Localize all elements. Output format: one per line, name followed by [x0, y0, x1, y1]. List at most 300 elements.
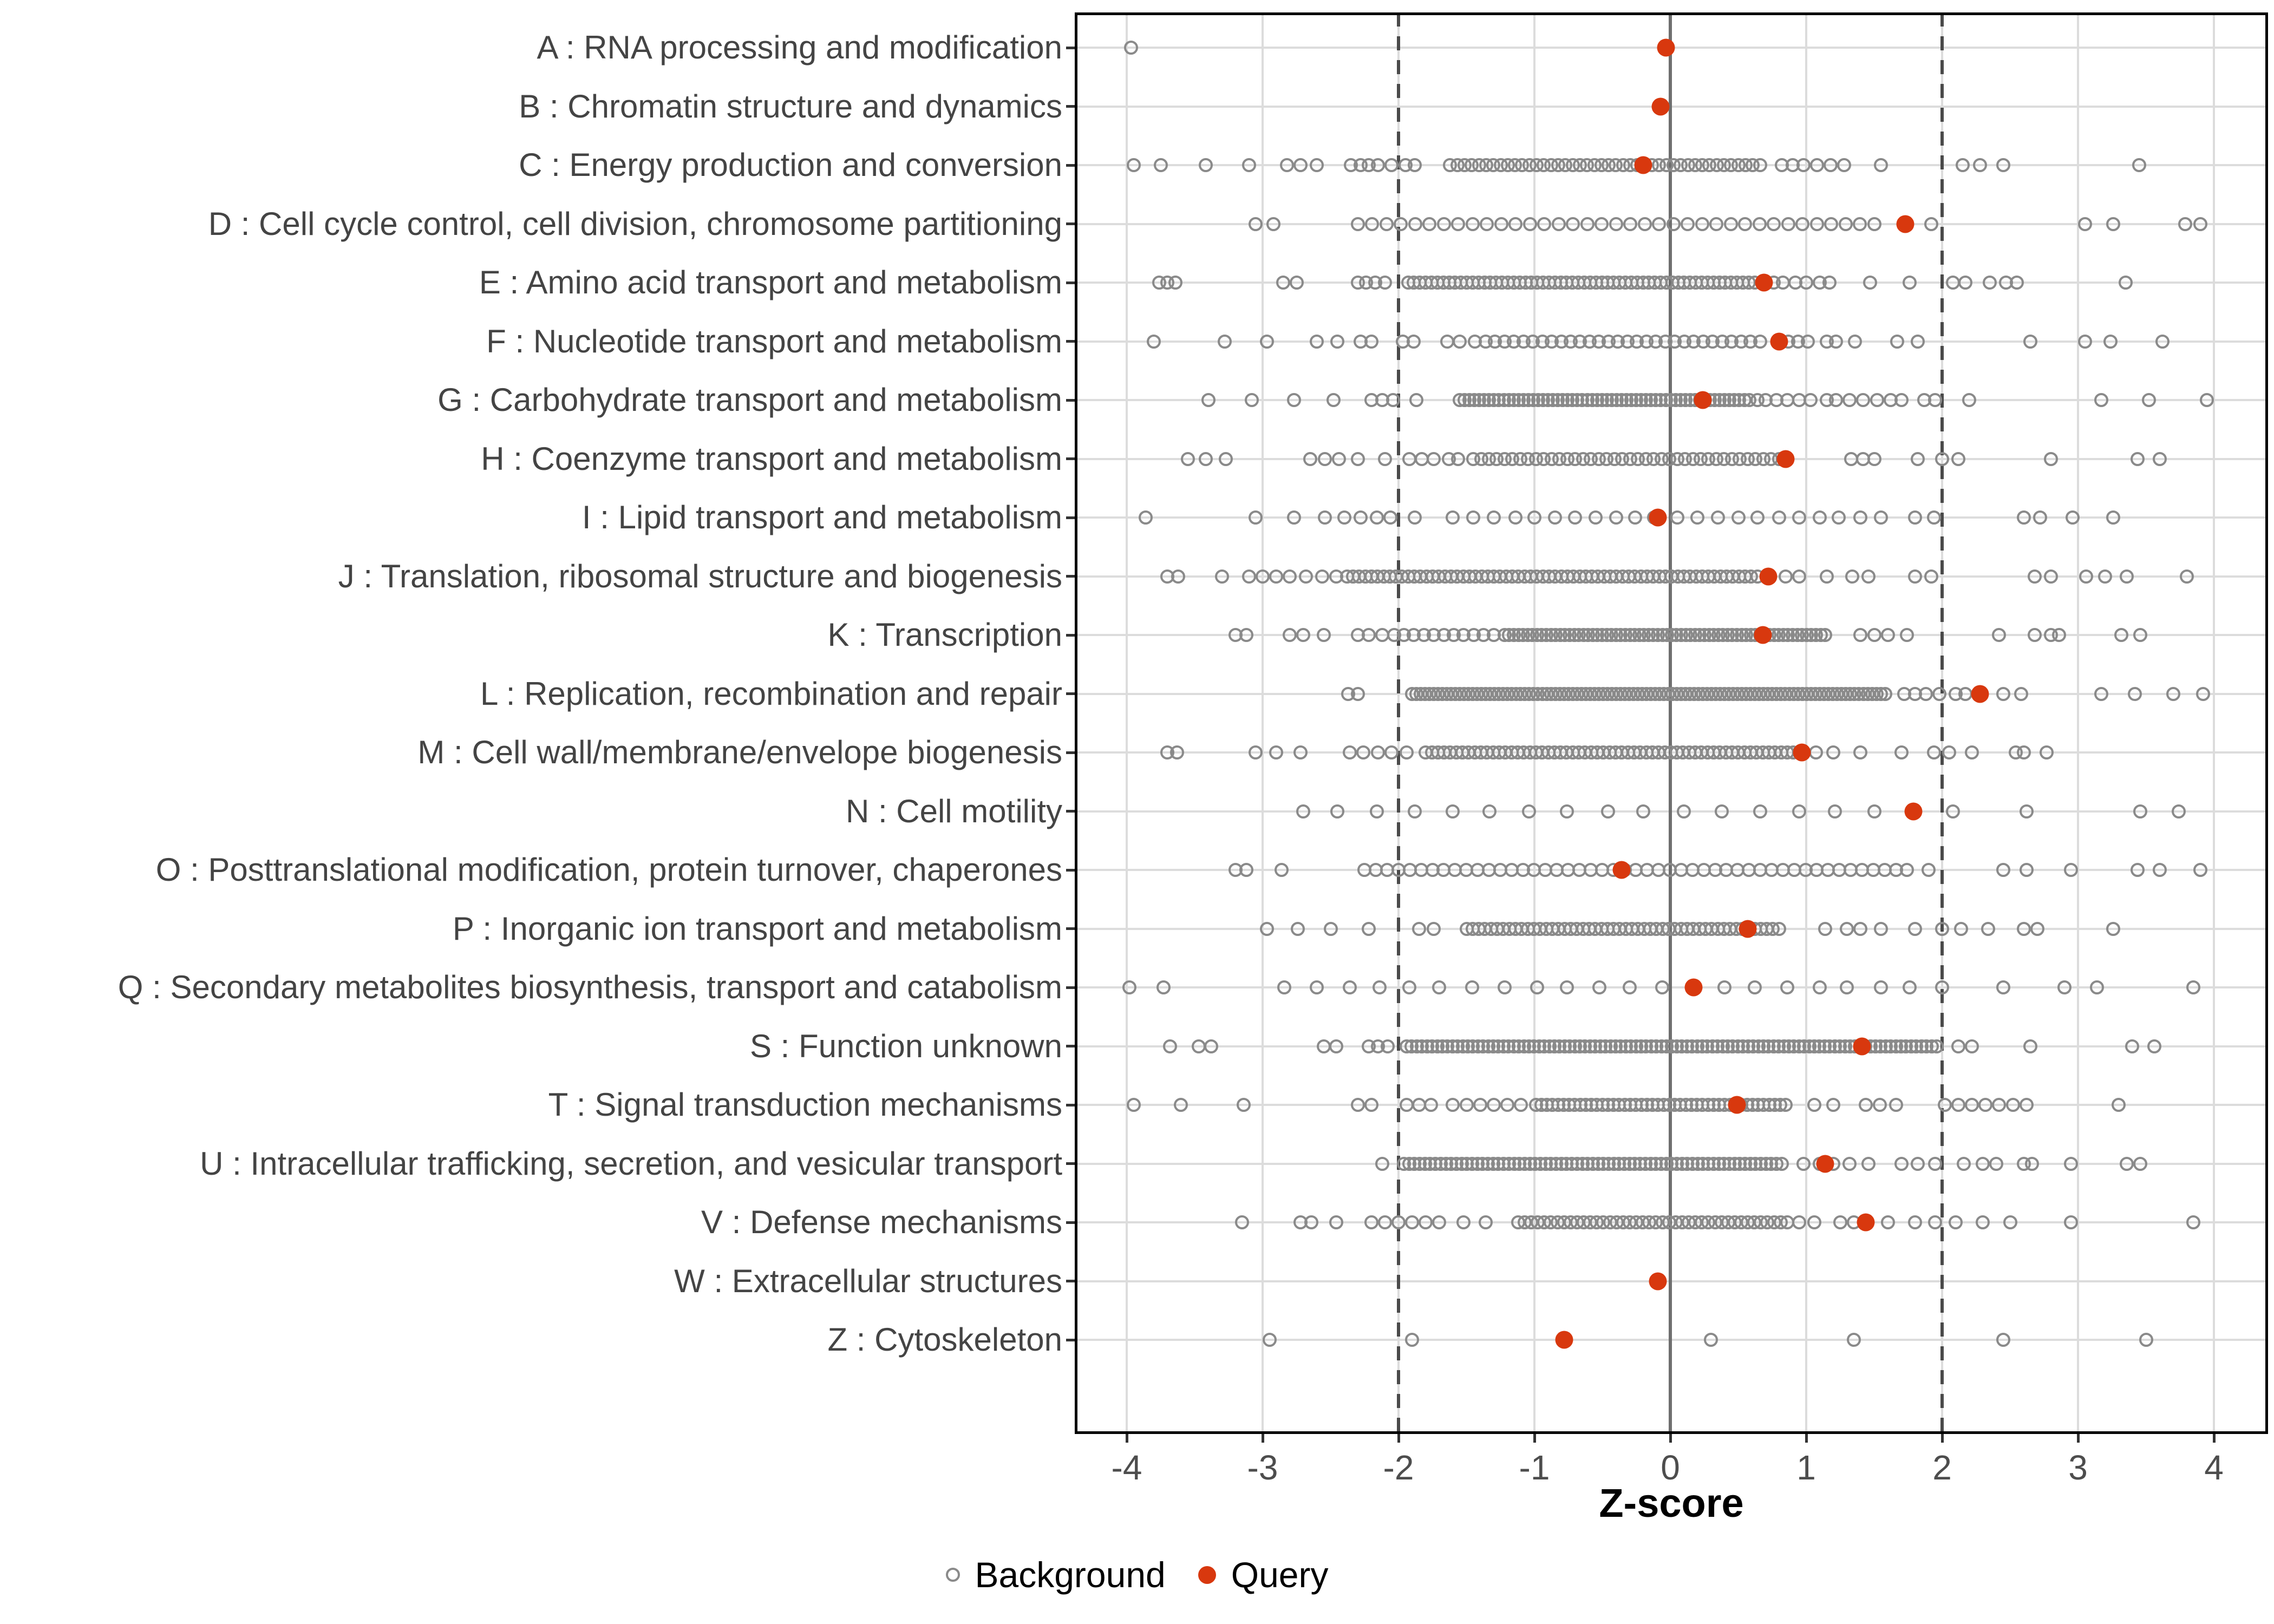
background-point [1878, 687, 1892, 701]
background-point [1956, 158, 1970, 172]
background-point [1911, 1157, 1925, 1171]
y-axis-tick [1066, 340, 1075, 343]
background-point [1996, 863, 2010, 877]
background-point [1863, 276, 1877, 290]
background-point [1343, 745, 1357, 759]
background-point [2094, 393, 2108, 407]
background-point [1870, 393, 1884, 407]
query-point [1905, 802, 1923, 820]
legend-label-query: Query [1231, 1555, 1329, 1595]
category-label: I : Lipid transport and metabolism [581, 499, 1062, 536]
background-point [1638, 217, 1652, 231]
background-point [2119, 276, 2133, 290]
y-axis-tick [1066, 47, 1075, 49]
background-point [1168, 276, 1182, 290]
background-point [1304, 1215, 1318, 1229]
background-point [1560, 804, 1574, 818]
background-point [2112, 1098, 2126, 1112]
category-label: Q : Secondary metabolites biosynthesis, transport and catabolism [117, 969, 1062, 1006]
background-point [1919, 687, 1933, 701]
background-point [1387, 628, 1401, 642]
background-point [1364, 1098, 1378, 1112]
background-point [1908, 569, 1922, 584]
background-point [1867, 452, 1881, 466]
background-point [1828, 804, 1842, 818]
background-point [2044, 569, 2058, 584]
background-point [1408, 217, 1422, 231]
background-point [1451, 452, 1465, 466]
background-point [2033, 510, 2047, 525]
background-point [1156, 980, 1171, 994]
background-point [2131, 452, 2145, 466]
background-point [1992, 1098, 2006, 1112]
background-point [1992, 628, 2006, 642]
x-axis-tick-label: -2 [1383, 1448, 1414, 1487]
background-point [1263, 1333, 1277, 1347]
x-axis-tick-label: 2 [1932, 1448, 1952, 1487]
background-point [1935, 922, 1949, 936]
background-point [1378, 452, 1392, 466]
background-point [2133, 1157, 2147, 1171]
y-axis-tick [1066, 1280, 1075, 1282]
x-axis-tick-label: 1 [1796, 1448, 1816, 1487]
background-point [1609, 217, 1623, 231]
category-label: A : RNA processing and modification [537, 29, 1062, 66]
background-point [2166, 687, 2180, 701]
background-point [2120, 1157, 2134, 1171]
background-point [2078, 335, 2092, 349]
background-point [1724, 217, 1738, 231]
background-point [1922, 863, 1936, 877]
background-legend-marker-icon [946, 1568, 960, 1582]
background-point [1973, 158, 1987, 172]
category-label: U : Intracellular trafficking, secretion, and vesicular transport [200, 1145, 1062, 1182]
y-axis-tick [1066, 1104, 1075, 1106]
background-point [1903, 276, 1917, 290]
background-point [1911, 452, 1925, 466]
background-point [1908, 510, 1922, 525]
background-point [1801, 335, 1815, 349]
query-point [1634, 156, 1652, 174]
background-point [1832, 510, 1846, 525]
background-point [1466, 510, 1480, 525]
query-point [1755, 274, 1773, 292]
category-label: K : Transcription [827, 617, 1062, 653]
background-point [1781, 217, 1795, 231]
query-point [1649, 1272, 1667, 1290]
y-axis-tick [1066, 575, 1075, 578]
background-point [1874, 922, 1888, 936]
background-point [2180, 569, 2194, 584]
background-point [2044, 452, 2058, 466]
category-label: B : Chromatin structure and dynamics [519, 88, 1062, 125]
background-point [1848, 335, 1862, 349]
background-point [1498, 980, 1512, 994]
background-point [1924, 569, 1938, 584]
background-point [1375, 1157, 1389, 1171]
background-point [1460, 1098, 1474, 1112]
background-point [1976, 1215, 1990, 1229]
background-point [1927, 745, 1941, 759]
background-point [2028, 569, 2042, 584]
background-point [1427, 922, 1441, 936]
background-point [1908, 1215, 1922, 1229]
background-point [1731, 510, 1746, 525]
background-point [1792, 1215, 1806, 1229]
background-point [1861, 1157, 1876, 1171]
background-point [2064, 1215, 2078, 1229]
background-point [1813, 980, 1827, 994]
background-point [1826, 745, 1840, 759]
background-point [1315, 569, 1329, 584]
background-point [1552, 217, 1566, 231]
background-point [1296, 804, 1310, 818]
background-point [1530, 980, 1544, 994]
background-point [1824, 217, 1838, 231]
background-point [1277, 980, 1291, 994]
background-point [1667, 217, 1681, 231]
background-point [1280, 158, 1294, 172]
background-point [1715, 804, 1729, 818]
background-point [2098, 569, 2112, 584]
background-point [1813, 510, 1827, 525]
background-point [1364, 1215, 1378, 1229]
legend [0, 1557, 2274, 1593]
background-point [2078, 217, 2092, 231]
background-point [1427, 452, 1441, 466]
background-point [1473, 1098, 1487, 1112]
background-point [1124, 41, 1138, 55]
background-point [1381, 1039, 1395, 1053]
background-point [2153, 452, 2167, 466]
category-label: N : Cell motility [845, 793, 1062, 829]
background-point [1409, 393, 1423, 407]
background-point [1537, 217, 1551, 231]
background-point [2186, 980, 2200, 994]
background-point [1792, 569, 1806, 584]
background-point [1829, 335, 1843, 349]
background-point [1508, 510, 1522, 525]
background-point [1170, 745, 1184, 759]
background-point [1589, 510, 1603, 525]
background-point [1767, 217, 1781, 231]
background-point [2139, 1333, 2153, 1347]
y-axis-tick [1066, 810, 1075, 813]
background-point [1405, 1333, 1419, 1347]
background-point [1695, 217, 1709, 231]
background-point [2006, 1098, 2020, 1112]
background-point [1422, 217, 1436, 231]
background-point [1356, 745, 1370, 759]
background-point [1245, 393, 1259, 407]
background-point [1330, 335, 1344, 349]
background-point [1881, 1215, 1895, 1229]
background-point [1408, 158, 1422, 172]
background-point [2120, 569, 2134, 584]
background-point [1750, 510, 1765, 525]
background-point [2106, 217, 2120, 231]
category-label: W : Extracellular structures [674, 1262, 1062, 1299]
background-point [1807, 1215, 1821, 1229]
background-point [1829, 393, 1843, 407]
background-point [1935, 452, 1949, 466]
background-point [1362, 628, 1376, 642]
background-point [1681, 217, 1695, 231]
query-point [1897, 215, 1914, 233]
background-point [1873, 1098, 1887, 1112]
background-point [1840, 922, 1854, 936]
background-point [1690, 510, 1704, 525]
y-axis-tick [1066, 1162, 1075, 1165]
background-point [1291, 922, 1305, 936]
background-point [1500, 1098, 1514, 1112]
background-point [1412, 922, 1426, 936]
background-point [1996, 1333, 2010, 1347]
category-label: G : Carbohydrate transport and metabolism [437, 382, 1062, 418]
background-point [1437, 217, 1451, 231]
background-point [1853, 217, 1867, 231]
background-point [2193, 863, 2207, 877]
background-point [1853, 510, 1867, 525]
background-point [1928, 1157, 1942, 1171]
background-point [1269, 745, 1283, 759]
background-point [1772, 922, 1786, 936]
background-point [2017, 510, 2031, 525]
background-point [1329, 1215, 1343, 1229]
background-point [1351, 452, 1365, 466]
background-point [1709, 217, 1723, 231]
background-point [1837, 158, 1851, 172]
background-point [2079, 569, 2093, 584]
background-point [1405, 1215, 1419, 1229]
background-point [1795, 217, 1809, 231]
background-point [1424, 1098, 1438, 1112]
background-point [1479, 1215, 1493, 1229]
background-point [1867, 217, 1881, 231]
background-point [1296, 628, 1310, 642]
x-axis-tick [2213, 1434, 2216, 1443]
background-point [1351, 1098, 1365, 1112]
background-point [1592, 980, 1606, 994]
background-point [1962, 393, 1976, 407]
background-point [1753, 158, 1767, 172]
background-point [1717, 980, 1731, 994]
background-point [1548, 510, 1562, 525]
background-point [1928, 1215, 1942, 1229]
background-point [1978, 1098, 1992, 1112]
background-point [2200, 393, 2214, 407]
background-point [1958, 276, 1972, 290]
query-point [1649, 509, 1667, 527]
background-point [1881, 628, 1895, 642]
background-point [2103, 335, 2118, 349]
background-point [2153, 863, 2167, 877]
query-point [1853, 1037, 1871, 1055]
y-axis-tick [1066, 692, 1075, 695]
x-axis-tick [1126, 1434, 1128, 1443]
query-point [1694, 391, 1712, 409]
background-point [2186, 1215, 2200, 1229]
x-axis-tick-label: 0 [1661, 1448, 1680, 1487]
background-point [1283, 569, 1297, 584]
background-point [2023, 1039, 2037, 1053]
background-point [1456, 1215, 1471, 1229]
background-point [1833, 1215, 1847, 1229]
gridline-vertical [1126, 12, 1128, 1434]
background-point [1299, 569, 1313, 584]
background-point [1818, 922, 1832, 936]
query-point [1657, 39, 1675, 57]
background-point [1900, 628, 1914, 642]
background-point [2052, 628, 2066, 642]
background-point [2064, 1157, 2078, 1171]
background-point [1874, 980, 1888, 994]
background-point [1371, 158, 1385, 172]
background-point [1807, 1098, 1821, 1112]
background-point [1480, 217, 1494, 231]
x-axis-tick-label: -4 [1111, 1448, 1142, 1487]
background-point [1753, 217, 1767, 231]
background-point [1293, 745, 1308, 759]
background-point [2178, 217, 2192, 231]
background-point [2014, 687, 2028, 701]
background-point [1965, 745, 1979, 759]
background-point [1310, 335, 1324, 349]
background-point [1242, 158, 1256, 172]
background-point [1364, 335, 1378, 349]
background-point [1174, 1098, 1188, 1112]
background-point [1861, 569, 1876, 584]
background-point [1310, 980, 1324, 994]
background-point [1810, 158, 1824, 172]
background-point [1890, 335, 1904, 349]
query-point [1652, 97, 1670, 115]
background-point [1840, 980, 1854, 994]
category-label: O : Posttranslational modification, protein turnover, chaperones [155, 852, 1062, 888]
background-point [1927, 510, 1941, 525]
background-point [1371, 745, 1385, 759]
category-label: D : Cell cycle control, cell division, chromosome partitioning [208, 205, 1062, 242]
background-point [2040, 745, 2054, 759]
background-point [1908, 922, 1922, 936]
background-point [1329, 569, 1343, 584]
background-point [1260, 922, 1274, 936]
background-point [1386, 393, 1400, 407]
x-axis-tick-label: -1 [1519, 1448, 1550, 1487]
background-point [2132, 158, 2146, 172]
x-axis-tick-label: 4 [2204, 1448, 2224, 1487]
background-point [1818, 628, 1832, 642]
background-point [1856, 393, 1870, 407]
background-point [1351, 217, 1365, 231]
background-point [1951, 452, 1965, 466]
background-point [1310, 158, 1324, 172]
query-point [1684, 979, 1702, 997]
background-point [1820, 569, 1834, 584]
y-axis-tick [1066, 516, 1075, 519]
background-point [1256, 569, 1270, 584]
background-point [2064, 863, 2078, 877]
background-point [1402, 980, 1416, 994]
background-point [1935, 980, 1949, 994]
background-point [1181, 452, 1195, 466]
x-axis-tick [1805, 1434, 1808, 1443]
y-axis-tick [1066, 1221, 1075, 1224]
background-point [1370, 804, 1384, 818]
category-label: M : Cell wall/membrane/envelope biogenesis [417, 734, 1062, 771]
background-point [1976, 1157, 1990, 1171]
background-point [1601, 804, 1615, 818]
background-point [1400, 745, 1414, 759]
category-label: Z : Cytoskeleton [827, 1321, 1062, 1358]
background-point [1343, 980, 1357, 994]
background-point [1235, 1215, 1249, 1229]
background-point [1951, 1098, 1965, 1112]
background-point [1894, 1157, 1909, 1171]
background-point [2028, 628, 2042, 642]
background-point [1407, 335, 1421, 349]
background-point [2020, 1098, 2034, 1112]
background-point [1324, 922, 1338, 936]
background-point [1453, 335, 1467, 349]
background-point [1482, 804, 1497, 818]
background-point [1996, 687, 2010, 701]
background-point [1775, 1157, 1789, 1171]
background-point [2133, 804, 2147, 818]
background-point [1466, 217, 1480, 231]
background-point [1842, 393, 1857, 407]
background-point [1468, 335, 1482, 349]
y-axis-tick [1066, 1045, 1075, 1047]
background-point [1432, 980, 1446, 994]
legend-label-background: Background [975, 1555, 1166, 1595]
background-point [1853, 628, 1867, 642]
background-point [1753, 804, 1767, 818]
background-point [1826, 1098, 1840, 1112]
background-point [1738, 217, 1752, 231]
background-point [2193, 217, 2207, 231]
background-point [1903, 980, 1917, 994]
background-point [2025, 1157, 2039, 1171]
background-point [1487, 1098, 1501, 1112]
background-point [1867, 628, 1881, 642]
background-point [1889, 1098, 1903, 1112]
category-label: P : Inorganic ion transport and metabolism [452, 910, 1062, 947]
query-point [1728, 1096, 1746, 1114]
background-point [1276, 276, 1290, 290]
background-point [1362, 922, 1376, 936]
background-point [1293, 158, 1308, 172]
background-point [1566, 217, 1580, 231]
background-point [1981, 922, 1995, 936]
background-point [1822, 276, 1837, 290]
background-point [1337, 510, 1351, 525]
gridline-vertical [2213, 12, 2215, 1434]
background-point [1327, 393, 1341, 407]
query-point [1770, 332, 1788, 350]
background-point [1983, 276, 1997, 290]
query-point [1971, 685, 1989, 703]
category-label: J : Translation, ribosomal structure and biogenesis [338, 558, 1062, 594]
background-point [1845, 569, 1859, 584]
background-point [1266, 217, 1280, 231]
category-label: C : Energy production and conversion [519, 147, 1062, 184]
background-point [1275, 863, 1289, 877]
background-point [2003, 1215, 2017, 1229]
background-point [1803, 393, 1818, 407]
background-point [1924, 217, 1938, 231]
background-point [1748, 980, 1762, 994]
